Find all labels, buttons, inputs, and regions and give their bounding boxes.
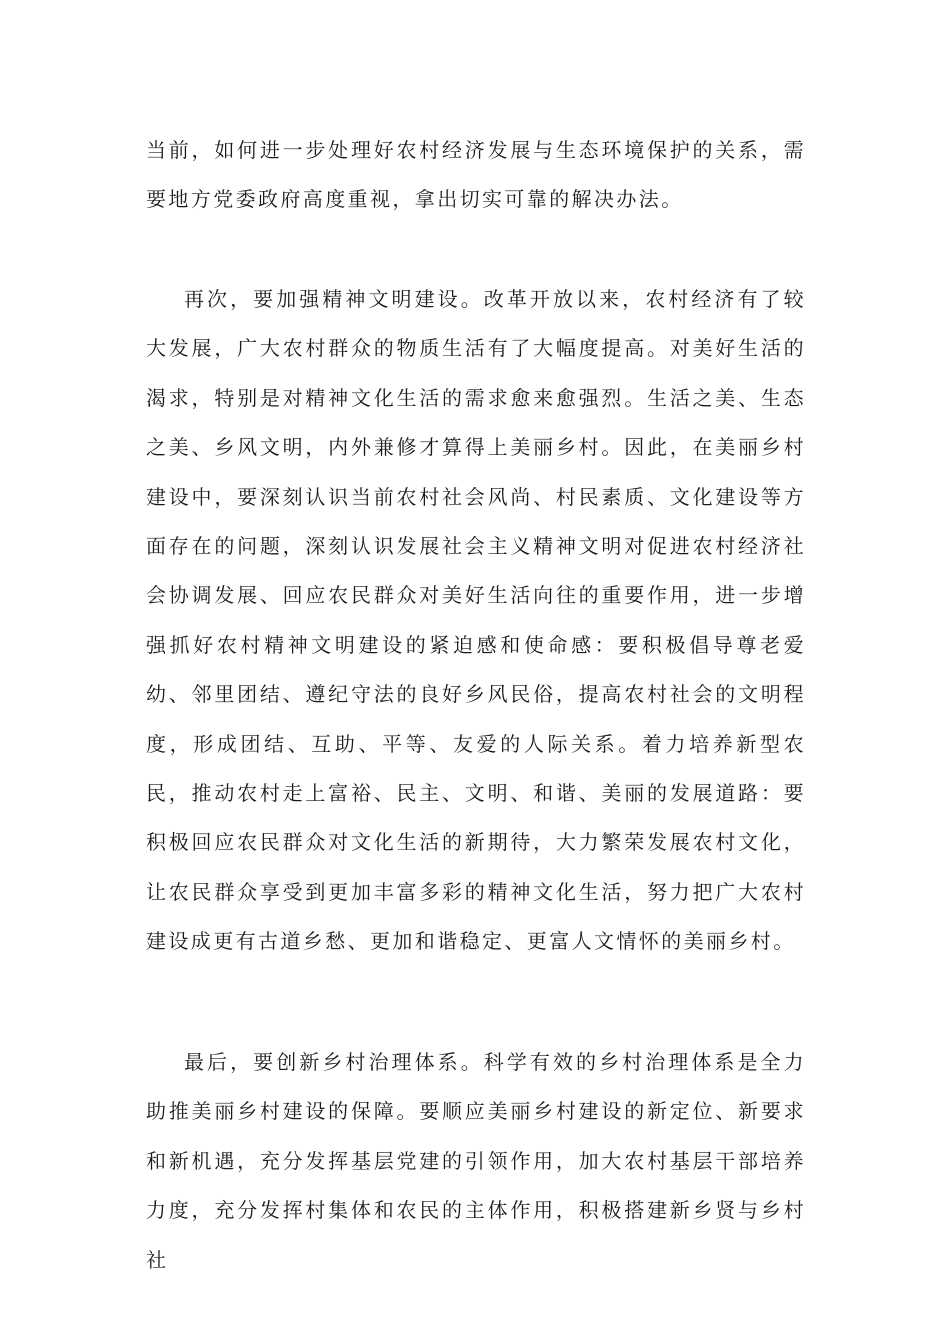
paragraph-continuation: 当前，如何进一步处理好农村经济发展与生态环境保护的关系，需要地方党委政府高度重视，拿出切实可靠的解决办法。: [146, 138, 806, 212]
paragraph-spiritual-civilization: 再次，要加强精神文明建设。改革开放以来，农村经济有了较大发展，广大农村群众的物质生活有了大幅度提高。对美好生活的渴求，特别是对精神文化生活的需求愈来愈强烈。生活之美、生态之美、乡风文明，内外兼修才算得上美丽乡村。因此，在美丽乡村建设中，要深刻认识当前农村社会风尚、村民素质、文化建设等方面存在的问题，深刻认识发展社会主义精神文明对促进农村经济社会协调发展、回应农民群众对美好生活向往的重要作用，进一步增强抓好农村精神文明建设的紧迫感和使命感：要积极倡导尊老爱幼、邻里团结、遵纪守法的良好乡风民俗，提高农村社会的文明程度，形成团结、互助、平等、友爱的人际关系。着力培养新型农民，推动农村走上富裕、民主、文明、和谐、美丽的发展道路：要积极回应农民群众对文化生活的新期待，大力繁荣发展农村文化，让农民群众享受到更加丰富多彩的精神文化生活，努力把广大农村建设成更有古道乡愁、更加和谐稳定、更富人文情怀的美丽乡村。: [146, 287, 806, 954]
paragraph-rural-governance: 最后，要创新乡村治理体系。科学有效的乡村治理体系是全力助推美丽乡村建设的保障。要顺应美丽乡村建设的新定位、新要求和新机遇，充分发挥基层党建的引领作用，加大农村基层干部培养力度，充分发挥村集体和农民的主体作用，积极搭建新乡贤与乡村社: [146, 1050, 806, 1272]
